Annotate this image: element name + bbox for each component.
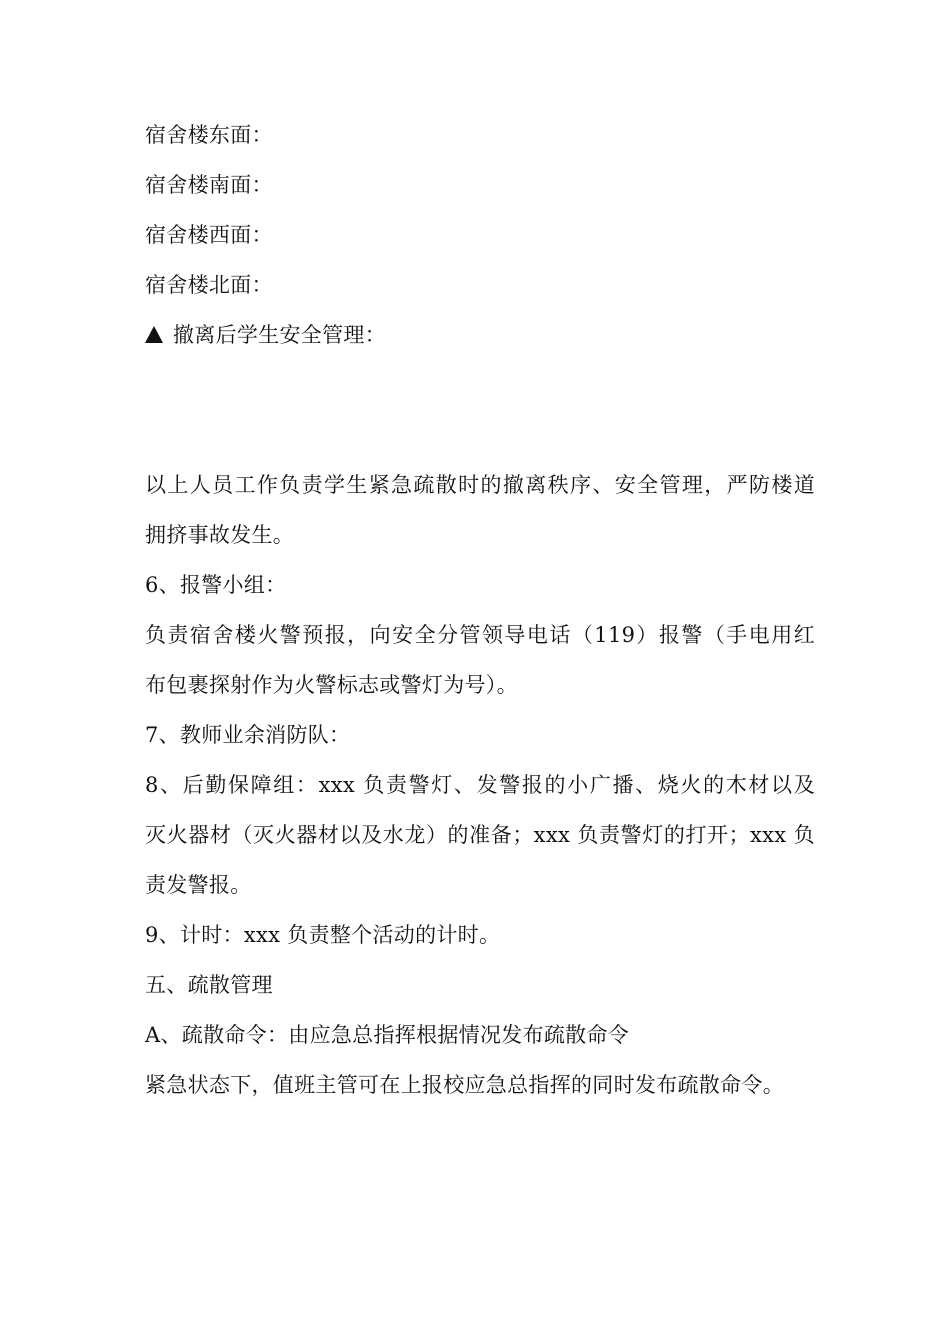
line-dorm-west: 宿舍楼西面： — [145, 223, 273, 247]
blank-space — [145, 360, 815, 460]
evacuation-order-line: A、疏散命令：由应急总指挥根据情况发布疏散命令 — [145, 1023, 630, 1047]
line-dorm-south: 宿舍楼南面： — [145, 173, 273, 197]
logistics-line2: 灭火器材（灭火器材以及水龙）的准备；xxx 负责警灯的打开；xxx 负 — [145, 823, 815, 847]
document-body — [145, 110, 815, 1110]
after-evacuation-text: 撤离后学生安全管理： — [173, 323, 386, 347]
alarm-group-heading: 6、报警小组： — [145, 573, 287, 597]
alarm-line1: 负责宿舍楼火警预报，向安全分管领导电话（119）报警（手电用红 — [145, 623, 815, 647]
logistics-line1: 8、后勤保障组：xxx 负责警灯、发警报的小广播、烧火的木材以及 — [145, 773, 815, 797]
para1-line2: 拥挤事故发生。 — [145, 523, 295, 547]
emergency-line: 紧急状态下，值班主管可在上报校应急总指挥的同时发布疏散命令。 — [145, 1073, 784, 1097]
section5-heading: 五、疏散管理 — [145, 973, 273, 997]
fire-team-heading: 7、教师业余消防队： — [145, 723, 351, 747]
logistics-line3: 责发警报。 — [145, 873, 252, 897]
line-after-evacuation — [145, 310, 815, 360]
line-dorm-north: 宿舍楼北面： — [145, 273, 273, 297]
triangle-bullet-icon — [145, 326, 163, 343]
para1-line1: 以上人员工作负责学生紧急疏散时的撤离秩序、安全管理，严防楼道 — [145, 473, 815, 497]
alarm-line2: 布包裹探射作为火警标志或警灯为号）。 — [145, 673, 518, 697]
timing-line: 9、计时：xxx 负责整个活动的计时。 — [145, 923, 501, 947]
line-dorm-east: 宿舍楼东面： — [145, 123, 273, 147]
